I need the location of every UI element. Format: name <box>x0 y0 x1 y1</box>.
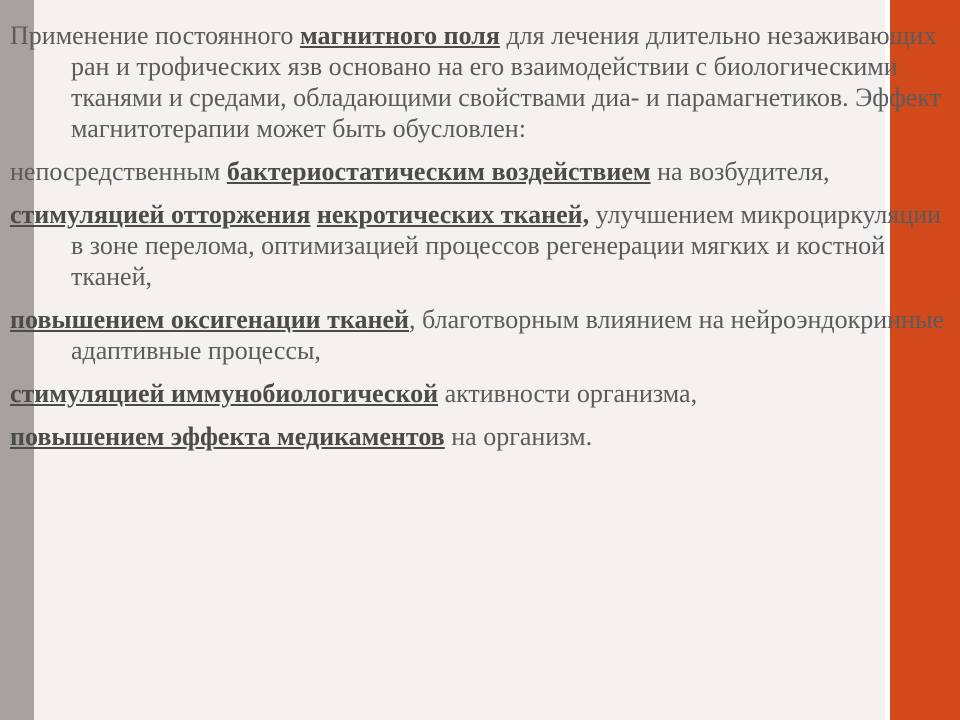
paragraph-oxygenation <box>10 304 945 366</box>
emphasis-magnetic-field: магнитного поля <box>299 21 500 50</box>
emphasis-oxygenation: повышением оксигенации тканей <box>10 305 410 334</box>
emphasis-rejection: стимуляцией отторжения <box>10 200 311 229</box>
emphasis-necrotic-tissue: некротических тканей, <box>316 200 590 229</box>
text-run: , благотворным влиянием на нейроэндокринные адаптивные процессы, <box>71 305 945 365</box>
paragraph-intro <box>10 20 945 144</box>
emphasis-immunobiological: стимуляцией иммунобиологической <box>10 379 439 408</box>
text-run: непосредственным <box>10 157 227 186</box>
text-run: улучшением микроциркуляции в зоне перелома, оптимизацией процессов регенерации мягких и костной тканей, <box>71 200 942 291</box>
text-run: для лечения длительно незаживающих ран и трофических язв основано на его взаимодействии с биологическими тканями и средами, обладающими свойствами диа- и парамагнетиков. Эффект магнитотерапии может быть обусловлен: <box>71 21 941 143</box>
text-run: на организм. <box>444 422 593 451</box>
emphasis-bacteriostatic: бактериостатическим воздействием <box>226 157 651 186</box>
text-run: активности организма, <box>438 379 698 408</box>
slide-body <box>10 20 945 464</box>
paragraph-bacteriostatic <box>10 156 945 187</box>
text-run: Применение постоянного <box>10 21 300 50</box>
paragraph-immunobiological <box>10 378 945 409</box>
paragraph-medication <box>10 421 945 452</box>
paragraph-necrotic <box>10 199 945 292</box>
text-run: на возбудителя, <box>650 157 830 186</box>
emphasis-medication: повышением эффекта медикаментов <box>10 422 445 451</box>
